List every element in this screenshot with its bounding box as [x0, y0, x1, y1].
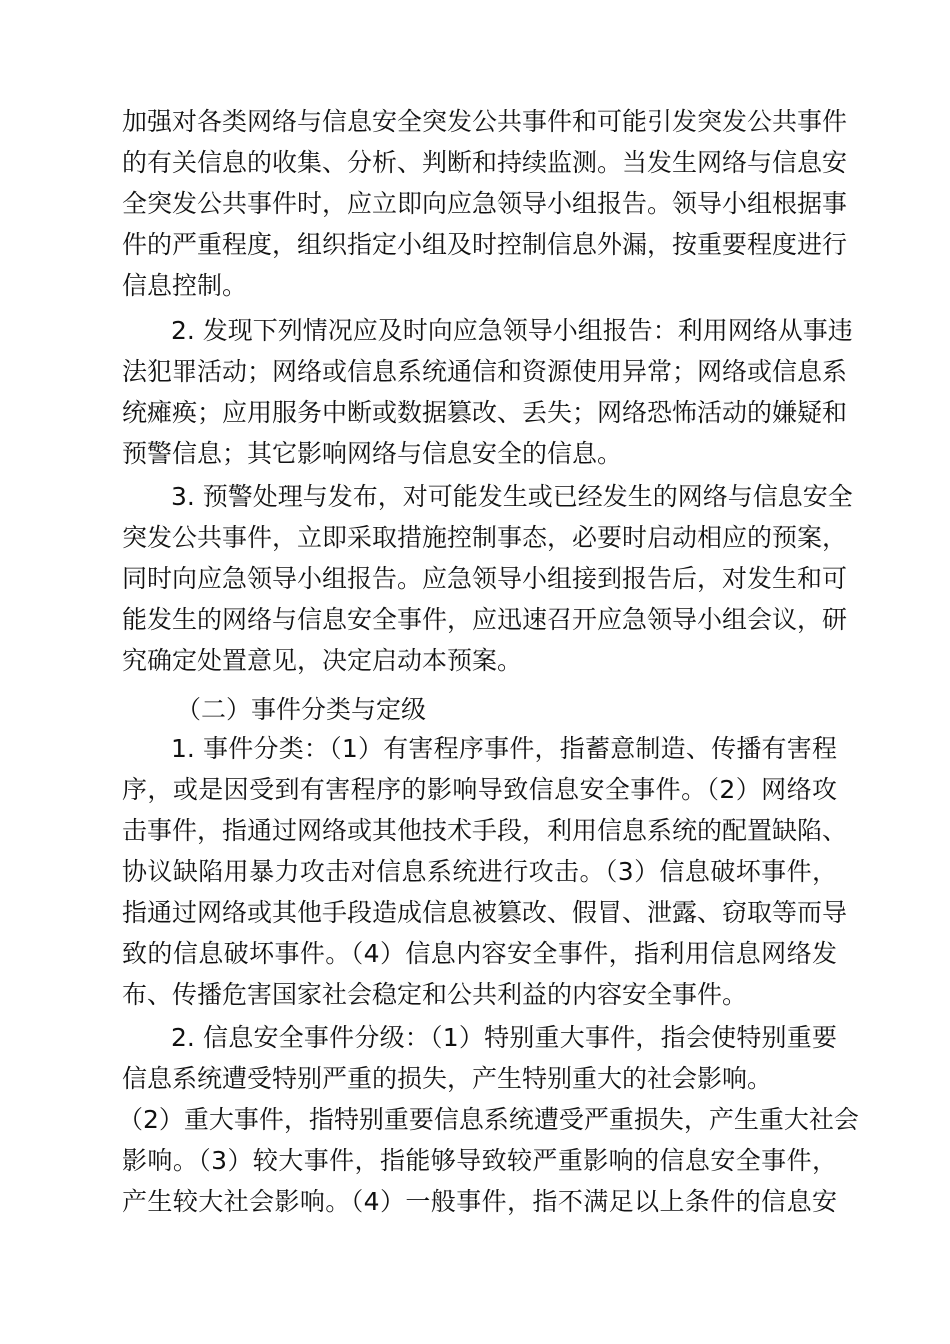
- section-heading: （二）事件分类与定级: [176, 695, 427, 724]
- body-text-line: 统瘫痪；应用服务中断或数据篡改、丢失；网络恐怖活动的嫌疑和: [122, 398, 848, 427]
- body-text-line: 的有关信息的收集、分析、判断和持续监测。当发生网络与信息安: [122, 148, 848, 177]
- body-text-line: 影响。（3）较大事件，指能够导致较严重影响的信息安全事件，: [122, 1146, 837, 1175]
- numbered-paragraph-line: 2. 发现下列情况应及时向应急领导小组报告：利用网络从事违: [171, 316, 853, 345]
- body-text-line: 指通过网络或其他手段造成信息被篡改、假冒、泄露、窃取等而导: [122, 898, 848, 927]
- body-text-line: 布、传播危害国家社会稳定和公共利益的内容安全事件。: [122, 980, 748, 1009]
- body-text-line: 件的严重程度，组织指定小组及时控制信息外漏，按重要程度进行: [122, 230, 848, 259]
- body-text-line: 致的信息破坏事件。（4）信息内容安全事件，指利用信息网络发: [122, 939, 837, 968]
- numbered-paragraph-line: 3. 预警处理与发布，对可能发生或已经发生的网络与信息安全: [171, 482, 853, 511]
- body-text-line: 法犯罪活动；网络或信息系统通信和资源使用异常；网络或信息系: [122, 357, 848, 386]
- body-text-line: 协议缺陷用暴力攻击对信息系统进行攻击。（3）信息破坏事件，: [122, 857, 837, 886]
- body-text-line: 产生较大社会影响。（4）一般事件，指不满足以上条件的信息安: [122, 1187, 837, 1216]
- body-text-line: 加强对各类网络与信息安全突发公共事件和可能引发突发公共事件: [122, 107, 848, 136]
- body-text-line: 究确定处置意见，决定启动本预案。: [122, 646, 523, 675]
- body-text-line: 突发公共事件，立即采取措施控制事态，必要时启动相应的预案，: [122, 523, 848, 552]
- body-text-line: 序，或是因受到有害程序的影响导致信息安全事件。（2）网络攻: [122, 775, 837, 804]
- body-text-line: 全突发公共事件时，应立即向应急领导小组报告。领导小组根据事: [122, 189, 848, 218]
- body-text-line: 同时向应急领导小组报告。应急领导小组接到报告后，对发生和可: [122, 564, 848, 593]
- body-text-line: 能发生的网络与信息安全事件，应迅速召开应急领导小组会议，研: [122, 605, 848, 634]
- body-text-line: 信息控制。: [122, 271, 248, 300]
- body-text-line: （2）重大事件，指特别重要信息系统遭受严重损失，产生重大社会: [118, 1105, 859, 1134]
- numbered-paragraph-line: 1. 事件分类：（1）有害程序事件，指蓄意制造、传播有害程: [171, 734, 837, 763]
- body-text-line: 预警信息；其它影响网络与信息安全的信息。: [122, 439, 623, 468]
- numbered-paragraph-line: 2. 信息安全事件分级：（1）特别重大事件，指会使特别重要: [171, 1023, 837, 1052]
- body-text-line: 击事件，指通过网络或其他技术手段，利用信息系统的配置缺陷、: [122, 816, 848, 845]
- body-text-line: 信息系统遭受特别严重的损失，产生特别重大的社会影响。: [122, 1064, 773, 1093]
